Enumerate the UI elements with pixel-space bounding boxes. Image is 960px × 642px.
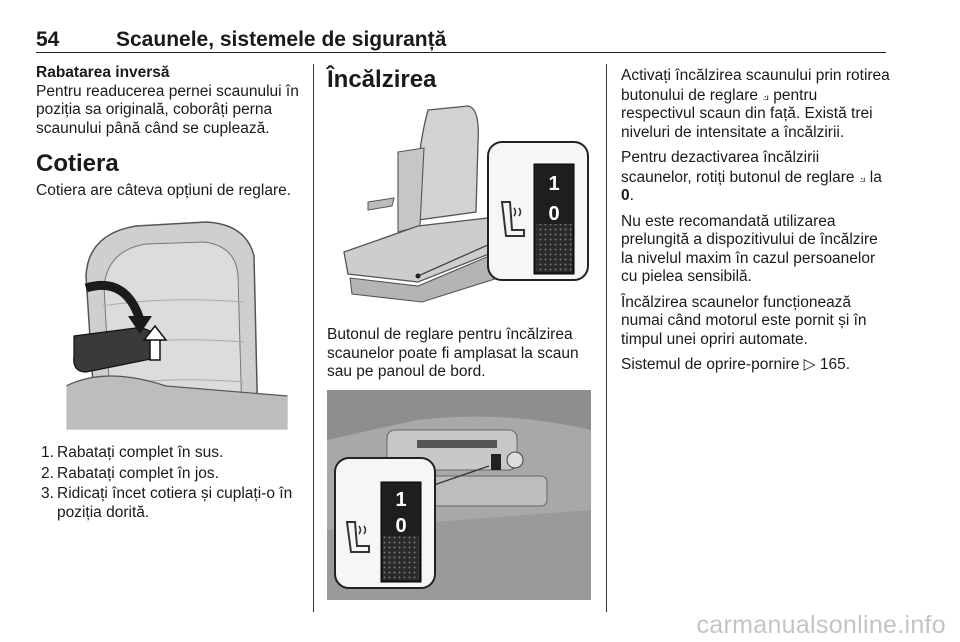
armrest-steps	[36, 444, 304, 524]
steps-list	[36, 444, 304, 522]
paragraph-warning: Nu este recomandată utilizarea prelungită a dispozitivului de încălzire la nivelul maxim în cazul persoanelor cu pielea sensibilă.	[621, 212, 878, 285]
seat-heater-illustration	[338, 102, 592, 308]
dash-knob-label-1: 1	[395, 489, 407, 511]
paragraph-stop-start: Sistemul de oprire-pornire ▷ 165.	[621, 356, 851, 373]
paragraph-activate: Activați încălzirea scaunului prin rotirea butonului de reglare ⟓ pentru respectivul scaun din față. Există trei niveluri de intensitate a încălzirii.	[621, 67, 890, 141]
page-reference-link[interactable]: 165.	[819, 356, 851, 373]
paragraph-deactivate: Pentru dezactivarea încălzirii scaunelor, rotiți butonul de reglare ⟓ la 0.	[621, 149, 882, 204]
list-item: 3. Ridicați încet cotiera și cuplați-o în poziția dorită.	[41, 485, 293, 521]
dash-knob-label-0: 0	[395, 515, 407, 537]
column-left	[36, 64, 304, 208]
column-middle	[327, 66, 597, 98]
page-header	[36, 26, 886, 53]
page-reference-arrow-icon: ▷	[803, 356, 816, 373]
watermark: carmanualsonline.info	[696, 611, 946, 639]
subheading-reverse-fold: Rabatarea inversă	[36, 64, 170, 81]
dashboard-heater-illustration	[327, 390, 591, 600]
column-right	[621, 67, 891, 382]
list-item: 2. Rabatați complet în jos.	[41, 464, 219, 482]
knob-label-0: 0	[548, 203, 560, 225]
paragraph-heater-location: Butonul de reglare pentru încălzirea scaunelor poate fi amplasat la scaun sau pe panoul de bord.	[327, 326, 579, 380]
heading-armrest: Cotiera	[36, 150, 119, 177]
heading-heating: Încălzirea	[327, 66, 437, 93]
knob-label-1: 1	[548, 173, 560, 195]
chapter-title: Scaunele, sistemele de siguranță	[116, 28, 447, 51]
column-divider-1	[313, 64, 314, 612]
armrest-illustration	[66, 216, 288, 430]
column-divider-2	[606, 64, 607, 612]
paragraph-reverse-fold: Pentru readucerea pernei scaunului în poziția sa originală, coborâți perna scaunului până când se cuplează.	[36, 82, 299, 137]
seat-heater-icon: ⟓	[762, 86, 769, 103]
paragraph-armrest: Cotiera are câteva opțiuni de reglare.	[36, 182, 292, 199]
page-number: 54	[36, 28, 60, 51]
column-middle-text	[327, 326, 597, 389]
list-item: 1. Rabatați complet în sus.	[41, 444, 224, 461]
paragraph-engine-condition: Încălzirea scaunelor funcționează numai când motorul este pornit și în timpul unei opriri automate.	[621, 293, 867, 348]
seat-heater-icon: ⟓	[858, 168, 866, 185]
